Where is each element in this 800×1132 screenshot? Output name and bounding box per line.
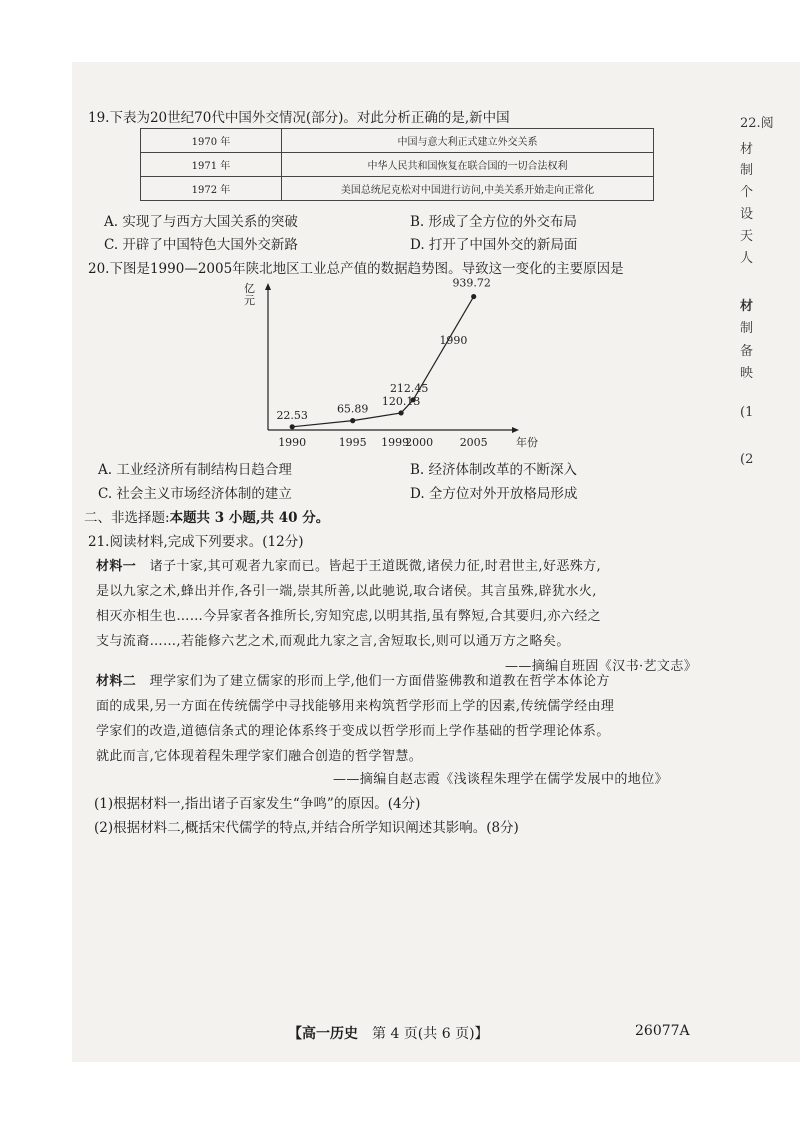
edge-char: 天 bbox=[740, 229, 754, 244]
table-cell-year: 1972 年 bbox=[141, 177, 282, 201]
edge-char: 设 bbox=[740, 207, 754, 222]
y-axis-arrow bbox=[265, 283, 271, 290]
edge-char: 备 bbox=[740, 344, 754, 359]
table-row bbox=[141, 177, 654, 201]
material-one-line: 支与流裔……,若能修六艺之术,而观此九家之言,舍短取长,则可以通万方之略矣。 bbox=[96, 634, 570, 649]
material-two-label: 材料二 bbox=[96, 674, 137, 689]
x-tick-label: 1995 bbox=[338, 436, 367, 449]
q19-option-a: A. 实现了与西方大国关系的突破 bbox=[104, 214, 298, 230]
material-one-line: 相灭亦相生也……今异家者各推所长,穷知究虑,以明其指,虽有弊短,合其要归,亦六经之 bbox=[96, 609, 602, 624]
data-label: 120.13 bbox=[381, 394, 421, 408]
q19-stem: 19.下表为20世纪70代中国外交情况(部分)。对此分析正确的是,新中国 bbox=[88, 110, 510, 126]
q19-option-d: D. 打开了中国外交的新局面 bbox=[410, 237, 578, 253]
material-two-line bbox=[96, 670, 610, 689]
data-point bbox=[290, 424, 295, 429]
x-tick-label: 2000 bbox=[405, 436, 434, 449]
section-prefix: 二、非选择题: bbox=[84, 510, 170, 526]
y-axis-label: 亿 bbox=[244, 282, 255, 295]
section-heading bbox=[84, 506, 329, 526]
material-one-text: 诸子十家,其可观者九家而已。皆起于王道既微,诸侯力征,时君世主,好恶殊方, bbox=[149, 559, 602, 574]
diplomacy-table bbox=[140, 128, 654, 201]
q21-stem: 21.阅读材料,完成下列要求。(12分) bbox=[88, 534, 304, 550]
q20-stem: 20.下图是1990—2005年陕北地区工业总产值的数据趋势图。导致这一变化的主要原因是 bbox=[88, 261, 624, 277]
edge-char: 人 bbox=[740, 251, 754, 266]
table-cell-event: 中国与意大利正式建立外交关系 bbox=[282, 129, 654, 153]
material-two-line: 面的成果,另一方面在传统儒学中寻找能够用来构筑哲学形而上学的因素,传统儒学经由理 bbox=[96, 699, 615, 714]
data-label: 65.89 bbox=[336, 402, 369, 416]
data-point bbox=[399, 410, 404, 415]
table-cell-event: 美国总统尼克松对中国进行访问,中美关系开始走向正常化 bbox=[282, 177, 654, 201]
data-label: 22.53 bbox=[276, 408, 308, 422]
q21-sub1: (1)根据材料一,指出诸子百家发生“争鸣”的原因。(4分) bbox=[94, 796, 421, 812]
q20-option-c: C. 社会主义市场经济体制的建立 bbox=[98, 486, 292, 502]
q19-option-c: C. 开辟了中国特色大国外交新路 bbox=[104, 237, 298, 253]
chart-series bbox=[290, 294, 477, 429]
material-one-label: 材料一 bbox=[96, 559, 137, 574]
data-point bbox=[350, 418, 355, 423]
q20-option-b: B. 经济体制改革的不断深入 bbox=[410, 462, 578, 478]
data-point bbox=[471, 294, 476, 299]
x-tick-label: 1999 bbox=[381, 436, 410, 449]
x-axis-label: 年份 bbox=[516, 436, 538, 449]
table-row bbox=[141, 153, 654, 177]
footer-page: 第 4 页(共 6 页)】 bbox=[372, 1026, 489, 1042]
data-label: 212.45 bbox=[389, 381, 429, 395]
x-tick-label: 1990 bbox=[278, 436, 307, 449]
y-axis-label: 元 bbox=[244, 294, 255, 307]
edge-char: 材 bbox=[740, 299, 754, 314]
edge-char: 映 bbox=[740, 366, 754, 381]
material-one-source: ——摘编自班固《汉书·艺文志》 bbox=[505, 659, 698, 674]
edge-char: 制 bbox=[740, 321, 754, 336]
material-one-line bbox=[96, 555, 601, 574]
material-two-line: 就此而言,它体现着程朱理学家们融合创造的哲学智慧。 bbox=[96, 749, 423, 764]
edge-char: (2 bbox=[740, 452, 754, 467]
material-two-source: ——摘编自赵志霞《浅谈程朱理学在儒学发展中的地位》 bbox=[333, 772, 669, 787]
table-cell-event: 中华人民共和国恢复在联合国的一切合法权利 bbox=[282, 153, 654, 177]
footer-course bbox=[288, 1023, 489, 1043]
material-two-line: 学家们的改造,道德信条式的理论体系终于变成以哲学形而上学作基础的哲学理论体系。 bbox=[96, 724, 610, 739]
section-text: 本题共 3 小题,共 40 分。 bbox=[169, 510, 330, 526]
q20-option-a: A. 工业经济所有制结构日趋合理 bbox=[98, 462, 292, 478]
table-row bbox=[141, 129, 654, 153]
material-two-text: 理学家们为了建立儒家的形而上学,他们一方面借鉴佛教和道教在哲学本体论方 bbox=[149, 674, 610, 689]
material-one-line: 是以九家之术,蜂出并作,各引一端,崇其所善,以此驰说,取合诸侯。其言虽殊,辟犹水火, bbox=[96, 584, 597, 599]
chart-labels bbox=[244, 277, 538, 449]
footer-course-name: 【高一历史 bbox=[288, 1026, 358, 1042]
data-label: 939.72 bbox=[452, 276, 491, 290]
table-cell-year: 1971 年 bbox=[141, 153, 282, 177]
x-axis-arrow bbox=[512, 427, 519, 433]
edge-char: 制 bbox=[740, 163, 754, 178]
edge-char: 材 bbox=[740, 142, 754, 157]
q19-option-b: B. 形成了全方位的外交布局 bbox=[410, 214, 578, 230]
edge-q22: 22.阅 bbox=[740, 116, 774, 131]
table-cell-year: 1970 年 bbox=[141, 129, 282, 153]
footer-code: 26077A bbox=[635, 1023, 690, 1039]
edge-char: 个 bbox=[740, 185, 754, 200]
x-tick-label: 2005 bbox=[459, 436, 488, 449]
chart-annotation: 1990 bbox=[439, 334, 468, 348]
edge-char: (1 bbox=[740, 405, 754, 420]
industrial-output-chart bbox=[230, 276, 560, 452]
q21-sub2: (2)根据材料二,概括宋代儒学的特点,并结合所学知识阐述其影响。(8分) bbox=[94, 820, 519, 836]
q20-option-d: D. 全方位对外开放格局形成 bbox=[410, 486, 578, 502]
